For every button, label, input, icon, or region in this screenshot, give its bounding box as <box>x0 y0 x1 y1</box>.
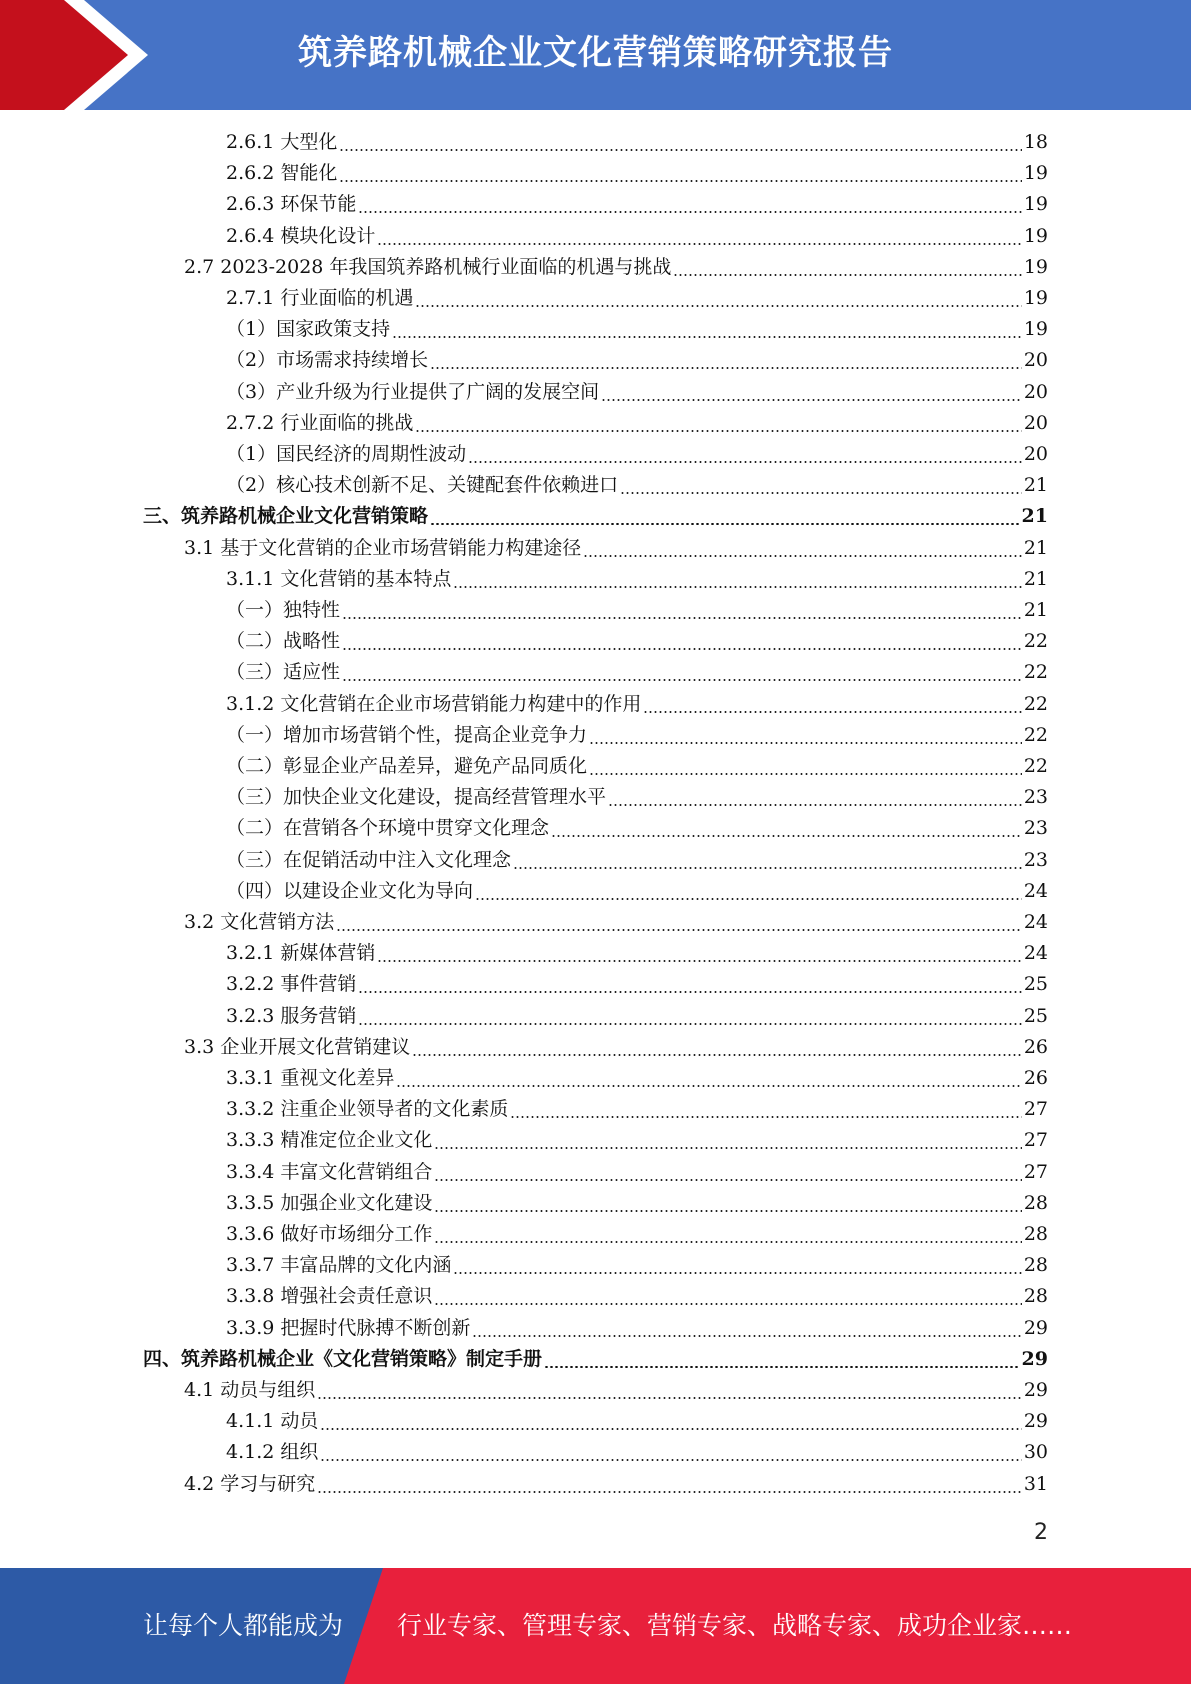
toc-entry-title: 4.1 动员与组织 <box>184 1379 316 1401</box>
toc-entry-page: 19 <box>1023 318 1048 341</box>
toc-dot-leader <box>643 711 1021 713</box>
toc-dot-leader <box>620 492 1022 494</box>
toc-dot-leader <box>608 804 1022 806</box>
toc-entry-title: （2）核心技术创新不足、关键配套件依赖进口 <box>226 474 619 497</box>
toc-entry[interactable] <box>226 345 1048 376</box>
toc-entry[interactable] <box>226 876 1048 907</box>
toc-dot-leader <box>336 929 1022 931</box>
toc-entry[interactable] <box>184 1032 1048 1063</box>
toc-dot-leader <box>358 211 1021 213</box>
toc-entry-page: 19 <box>1023 224 1048 247</box>
toc-dot-leader <box>342 648 1022 650</box>
toc-entry-page: 19 <box>1023 287 1048 309</box>
toc-entry-title: 2.6.4 模块化设计 <box>226 224 376 247</box>
toc-entry-page: 25 <box>1023 973 1048 996</box>
toc-entry[interactable] <box>226 1157 1048 1188</box>
toc-entry[interactable] <box>226 1250 1048 1281</box>
toc-entry-title: 2.6.2 智能化 <box>226 162 338 185</box>
toc-entry-title: （1）国家政策支持 <box>226 318 391 341</box>
toc-entry[interactable] <box>226 626 1048 657</box>
toc-entry-title: 3.1.1 文化营销的基本特点 <box>226 567 452 590</box>
toc-entry-page: 24 <box>1023 911 1048 933</box>
toc-dot-leader <box>377 960 1021 962</box>
toc-entry-title: 3.3.7 丰富品牌的文化内涵 <box>226 1254 452 1277</box>
toc-entry-page: 29 <box>1023 1379 1048 1401</box>
toc-entry[interactable] <box>226 1188 1048 1219</box>
toc-entry-title: 3.2.3 服务营销 <box>226 1004 357 1027</box>
footer-slogan-right: 行业专家、管理专家、营销专家、战略专家、成功企业家…… <box>397 1611 1073 1640</box>
toc-dot-leader <box>583 555 1022 557</box>
toc-entry-title: 3.3.6 做好市场细分工作 <box>226 1223 433 1245</box>
toc-entry-page: 27 <box>1023 1160 1048 1183</box>
toc-entry[interactable] <box>226 751 1048 782</box>
toc-entry-page: 20 <box>1023 443 1048 465</box>
toc-entry[interactable] <box>184 907 1048 938</box>
toc-entry-title: （一）独特性 <box>226 599 341 621</box>
toc-entry[interactable] <box>184 252 1048 283</box>
toc-entry[interactable] <box>226 689 1048 720</box>
toc-entry-page: 23 <box>1023 848 1048 871</box>
toc-entry-page: 21 <box>1023 567 1048 590</box>
toc-dot-leader <box>415 305 1021 307</box>
toc-entry-page: 19 <box>1023 193 1048 216</box>
toc-entry-title: 3.3.5 加强企业文化建设 <box>226 1191 433 1214</box>
toc-dot-leader <box>434 1241 1021 1243</box>
toc-dot-leader <box>320 1428 1021 1430</box>
toc-entry-page: 20 <box>1023 411 1048 434</box>
toc-entry-page: 29 <box>1023 1316 1048 1339</box>
toc-entry-page: 28 <box>1023 1285 1048 1308</box>
toc-entry-title: （二）彰显企业产品差异，避免产品同质化 <box>226 755 588 777</box>
toc-entry-page: 28 <box>1023 1254 1048 1277</box>
toc-entry[interactable] <box>184 1375 1048 1406</box>
toc-entry-page: 23 <box>1023 817 1048 840</box>
toc-entry-title: 四、筑养路机械企业《文化营销策略》制定手册 <box>143 1347 543 1370</box>
toc-entry-page: 22 <box>1023 692 1048 715</box>
toc-entry[interactable] <box>226 595 1048 626</box>
toc-dot-leader <box>434 1303 1021 1305</box>
toc-entry[interactable] <box>226 564 1048 595</box>
toc-entry-title: 2.7.2 行业面临的挑战 <box>226 411 414 434</box>
toc-entry-title: 3.3.4 丰富文化营销组合 <box>226 1160 433 1183</box>
toc-entry-page: 26 <box>1023 1067 1048 1089</box>
toc-entry[interactable] <box>226 1125 1048 1156</box>
toc-entry-page: 21 <box>1023 536 1048 559</box>
toc-entry-page: 18 <box>1023 131 1048 153</box>
toc-entry-title: 3.3.2 注重企业领导者的文化素质 <box>226 1098 509 1121</box>
toc-entry-title: （三）加快企业文化建设，提高经营管理水平 <box>226 786 607 809</box>
toc-entry-page: 21 <box>1023 474 1048 497</box>
toc-entry[interactable] <box>226 845 1048 876</box>
toc-entry-title: 3.1 基于文化营销的企业市场营销能力构建途径 <box>184 536 582 559</box>
footer-slogan-left: 让每个人都能成为 <box>143 1611 344 1640</box>
toc-entry-title: 3.3.8 增强社会责任意识 <box>226 1285 433 1308</box>
toc-entry-title: 3.2 文化营销方法 <box>184 911 335 933</box>
toc-entry-page: 20 <box>1023 380 1048 403</box>
toc-entry-page: 22 <box>1023 723 1048 746</box>
toc-entry-page: 19 <box>1023 162 1048 185</box>
toc-dot-leader <box>358 1023 1021 1025</box>
toc-dot-leader <box>472 1335 1021 1337</box>
toc-entry[interactable] <box>226 314 1048 345</box>
toc-dot-leader <box>342 679 1022 681</box>
toc-dot-leader <box>434 1147 1021 1149</box>
toc-entry[interactable] <box>226 1094 1048 1125</box>
toc-entry-page: 29 <box>1023 1410 1048 1433</box>
toc-dot-leader <box>434 1179 1021 1181</box>
toc-entry-title: 4.1.1 动员 <box>226 1410 319 1433</box>
toc-dot-leader <box>339 149 1021 151</box>
toc-entry-page: 19 <box>1023 255 1048 278</box>
toc-entry-title: （2）市场需求持续增长 <box>226 349 429 372</box>
toc-entry-title: 2.7.1 行业面临的机遇 <box>226 287 414 309</box>
toc-dot-leader <box>513 867 1022 869</box>
toc-entry-page: 27 <box>1023 1098 1048 1121</box>
toc-entry-title: 3.3.9 把握时代脉搏不断创新 <box>226 1316 471 1339</box>
toc-entry[interactable] <box>226 1406 1048 1437</box>
toc-entry[interactable] <box>226 439 1048 470</box>
toc-entry[interactable] <box>226 1313 1048 1344</box>
toc-dot-leader <box>544 1366 1020 1368</box>
toc-entry[interactable] <box>226 189 1048 220</box>
toc-entry-page: 22 <box>1023 661 1048 684</box>
toc-dot-leader <box>510 1116 1021 1118</box>
toc-entry-page: 21 <box>1021 505 1048 528</box>
toc-dot-leader <box>396 1085 1021 1087</box>
toc-entry-title: （3）产业升级为行业提供了广阔的发展空间 <box>226 380 600 403</box>
toc-entry[interactable] <box>226 657 1048 688</box>
toc-dot-leader <box>453 586 1021 588</box>
toc-entry[interactable] <box>226 1281 1048 1312</box>
toc-entry-title: 3.3.3 精准定位企业文化 <box>226 1129 433 1152</box>
toc-entry-title: （1）国民经济的周期性波动 <box>226 443 467 465</box>
toc-dot-leader <box>551 835 1022 837</box>
toc-dot-leader <box>453 1272 1021 1274</box>
toc-dot-leader <box>434 1210 1021 1212</box>
toc-entry-title: 2.6.1 大型化 <box>226 131 338 153</box>
toc-entry-title: 3.3 企业开展文化营销建议 <box>184 1035 411 1058</box>
toc-entry[interactable] <box>184 533 1048 564</box>
toc-entry-title: 三、筑养路机械企业文化营销策略 <box>143 505 429 528</box>
toc-dot-leader <box>392 336 1022 338</box>
toc-dot-leader <box>317 1491 1022 1493</box>
toc-entry[interactable] <box>226 408 1048 439</box>
toc-dot-leader <box>377 243 1021 245</box>
toc-entry[interactable] <box>226 1001 1048 1032</box>
toc-entry-page: 29 <box>1021 1347 1048 1370</box>
toc-entry[interactable] <box>226 470 1048 501</box>
toc-entry-title: （二）在营销各个环境中贯穿文化理念 <box>226 817 550 840</box>
toc-entry[interactable] <box>226 782 1048 813</box>
toc-dot-leader <box>320 1459 1021 1461</box>
toc-entry-title: 3.2.1 新媒体营销 <box>226 942 376 965</box>
toc-entry-page: 25 <box>1023 1004 1048 1027</box>
toc-entry-page: 20 <box>1023 349 1048 372</box>
toc-entry-title: 4.1.2 组织 <box>226 1441 319 1464</box>
report-title: 筑养路机械企业文化营销策略研究报告 <box>298 33 893 73</box>
toc-dot-leader <box>339 180 1021 182</box>
toc-entry[interactable] <box>226 158 1048 189</box>
toc-entry-title: （三）适应性 <box>226 661 341 684</box>
toc-entry-page: 23 <box>1023 786 1048 809</box>
toc-entry-title: 2.7 2023-2028 年我国筑养路机械行业面临的机遇与挑战 <box>184 255 672 278</box>
toc-entry-title: 3.2.2 事件营销 <box>226 973 357 996</box>
toc-entry-page: 30 <box>1023 1441 1048 1464</box>
toc-entry[interactable] <box>143 1344 1048 1375</box>
toc-dot-leader <box>589 773 1022 775</box>
toc-entry[interactable] <box>226 938 1048 969</box>
toc-entry[interactable] <box>143 501 1048 532</box>
page-number: 2 <box>1034 1520 1048 1545</box>
toc-entry[interactable] <box>226 1437 1048 1468</box>
toc-entry-page: 22 <box>1023 630 1048 653</box>
toc-entry[interactable] <box>184 1469 1048 1500</box>
toc-entry[interactable] <box>226 813 1048 844</box>
toc-dot-leader <box>342 617 1022 619</box>
toc-entry-title: （三）在促销活动中注入文化理念 <box>226 848 512 871</box>
toc-entry[interactable] <box>226 969 1048 1000</box>
page-header <box>0 0 1191 110</box>
toc-entry-page: 21 <box>1023 599 1048 621</box>
toc-entry-title: 3.1.2 文化营销在企业市场营销能力构建中的作用 <box>226 692 642 715</box>
toc-dot-leader <box>317 1397 1022 1399</box>
toc-entry-title: 2.6.3 环保节能 <box>226 193 357 216</box>
toc-entry-title: 3.3.1 重视文化差异 <box>226 1067 395 1089</box>
toc-entry[interactable] <box>226 720 1048 751</box>
toc-dot-leader <box>430 367 1022 369</box>
toc-dot-leader <box>430 523 1020 525</box>
toc-dot-leader <box>601 399 1022 401</box>
toc-entry[interactable] <box>226 377 1048 408</box>
toc-entry[interactable] <box>226 283 1048 314</box>
toc-dot-leader <box>673 274 1021 276</box>
toc-entry[interactable] <box>226 1063 1048 1094</box>
toc-entry[interactable] <box>226 127 1048 158</box>
toc-dot-leader <box>412 1054 1022 1056</box>
toc-entry-page: 26 <box>1023 1035 1048 1058</box>
toc-entry-page: 24 <box>1023 942 1048 965</box>
toc-entry-page: 27 <box>1023 1129 1048 1152</box>
toc-entry-title: 4.2 学习与研究 <box>184 1472 316 1495</box>
toc-entry-page: 22 <box>1023 755 1048 777</box>
toc-entry[interactable] <box>226 221 1048 252</box>
toc-dot-leader <box>415 430 1021 432</box>
toc-dot-leader <box>358 991 1021 993</box>
toc-entry-page: 28 <box>1023 1223 1048 1245</box>
toc-entry-title: （二）战略性 <box>226 630 341 653</box>
toc-entry-page: 24 <box>1023 879 1048 902</box>
toc-entry-title: （四）以建设企业文化为导向 <box>226 879 474 902</box>
toc-dot-leader <box>468 461 1022 463</box>
toc-dot-leader <box>475 898 1022 900</box>
toc-entry-title: （一）增加市场营销个性，提高企业竞争力 <box>226 723 588 746</box>
toc-dot-leader <box>589 742 1022 744</box>
page-footer <box>0 1568 1191 1684</box>
toc-entry[interactable] <box>226 1219 1048 1250</box>
toc-entry-page: 28 <box>1023 1191 1048 1214</box>
toc-entry-page: 31 <box>1023 1472 1048 1495</box>
